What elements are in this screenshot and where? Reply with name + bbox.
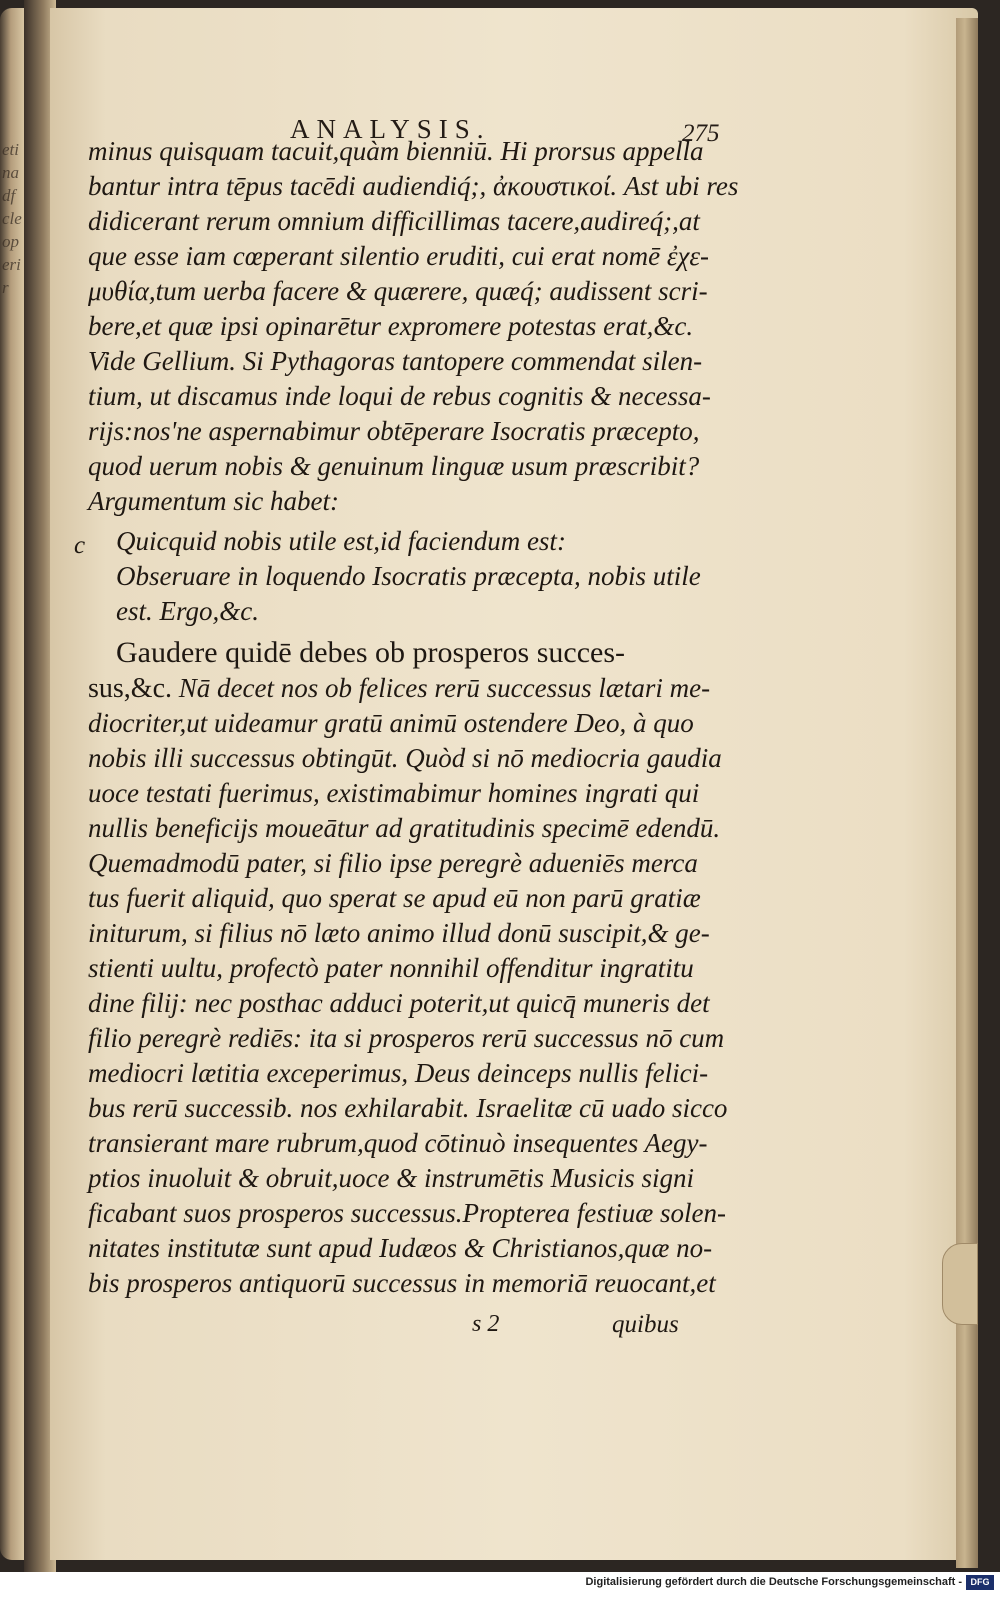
text-line: bantur intra tēpus tacēdi audiendiq́;, ἀκουστικοί. Ast ubi res [88,171,739,201]
lemma-line: Gaudere quidē debes ob prosperos succes- [116,636,625,669]
catchword: quibus [612,1311,679,1338]
text-line: nullis beneficijs moueātur ad gratitudinis specimē edendū. [88,813,721,843]
text-line: stienti uultu, profectò pater nonnihil offenditur ingratitu [88,953,694,983]
text-line: mediocri lætitia exceperimus, Deus deinceps nullis felici- [88,1058,709,1088]
text-line: bus rerū successib. nos exhilarabit. Israelitæ cū uado sicco [88,1093,728,1123]
text-line: transierant mare rubrum,quod cōtinuò insequentes Aegy- [88,1128,708,1158]
text-line: dine filij: nec posthac adduci poterit,ut quicq̄ muneris det [88,988,710,1018]
lemma-roman: sus,&c. [88,673,172,704]
lemma-continuation [88,671,710,706]
page-edge [956,18,978,1568]
signature-mark: s 2 [472,1311,500,1337]
text-line: diocriter,ut uideamur gratū animū ostendere Deo, à quo [88,708,694,738]
text-line: Argumentum sic habet: [88,486,339,516]
syllogism-line: Obseruare in loquendo Isocratis præcepta, nobis utile [116,561,701,591]
text-line: filio peregrè rediēs: ita si prosperos rerū successus nō cum [88,1023,725,1053]
text-line: tus fuerit aliquid, quo sperat se apud eū non parū gratiæ [88,883,701,913]
book-page [50,8,978,1560]
text-line: bere,et quæ ipsi opinarētur expromere potestas erat,&c. [88,311,694,341]
syllogism-line: Quicquid nobis utile est,id faciendum est: [116,526,566,556]
text-line: didicerant rerum omnium difficillimas tacere,audireq́;,at [88,206,700,236]
text-line: tium, ut discamus inde loqui de rebus cognitis & necessa- [88,381,711,411]
text-line: nitates institutæ sunt apud Iudæos & Christianos,quæ no- [88,1233,713,1263]
text-line: initurum, si filius nō læto animo illud donū suscipit,& ge- [88,918,710,948]
facing-page-text: etinadfcleoperir [2,140,22,297]
footer-bar [0,1572,1000,1597]
text-line: bis prosperos antiquorū successus in memoriā reuocant,et [88,1268,716,1298]
text-line: uoce testati fuerimus, existimabimur homines ingrati qui [88,778,700,808]
text-line: ptios inuoluit & obruit,uoce & instrumētis Musicis signi [88,1163,695,1193]
text-line: rijs:nos'ne aspernabimur obtēperare Isocratis præcepto, [88,416,700,446]
text-line: quod uerum nobis & genuinum linguæ usum præscribit? [88,451,700,481]
text-line: que esse iam cœperant silentio eruditi, cui erat nomē ἐχε- [88,241,710,271]
running-head: ANALYSIS. [290,114,491,144]
text-line: nobis illi successus obtingūt. Quòd si nō mediocria gaudia [88,743,722,773]
syllogism-marker: c [74,532,86,559]
text-line: minus quisquam tacuit,quàm bienniū. Hi prorsus appella [88,136,704,166]
page-number: 275 [682,120,720,147]
dfg-logo-icon: DFG [966,1575,994,1590]
text-line: μυθία,tum uerba facere & quærere, quæq́; audissent scri- [88,276,708,306]
text-line: ficabant suos prosperos successus.Propterea festiuæ solen- [88,1198,726,1228]
text-line: Quemadmodū pater, si filio ipse peregrè adueniēs merca [88,848,698,878]
page-tab [942,1243,978,1325]
funding-credit: Digitalisierung gefördert durch die Deutsche Forschungsgemeinschaft - [585,1576,962,1588]
text-line: Vide Gellium. Si Pythagoras tantopere commendat silen- [88,346,703,376]
lemma-italic: Nā decet nos ob felices rerū successus lætari me- [172,673,711,703]
facing-page-edge [0,8,24,1560]
syllogism-line: est. Ergo,&c. [116,596,259,626]
